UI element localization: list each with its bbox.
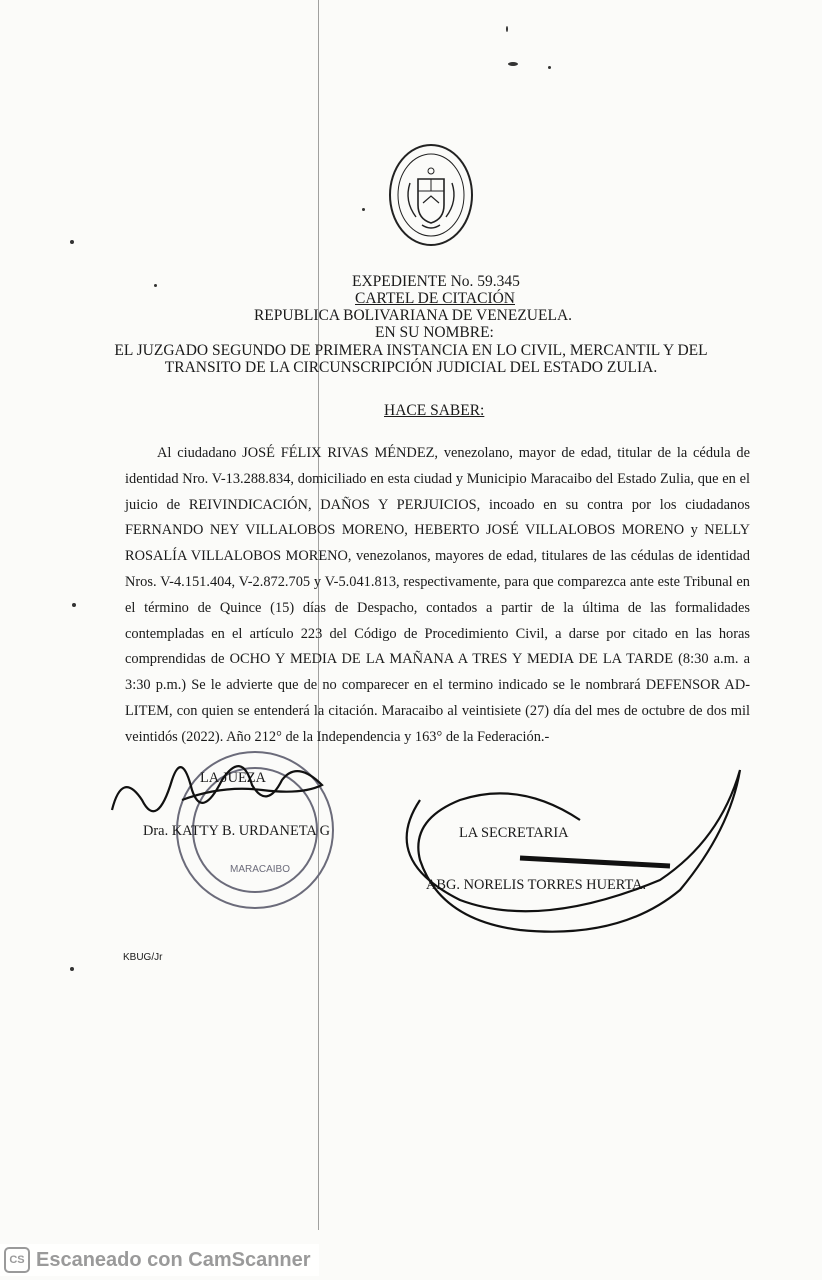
hace-saber-heading: HACE SABER:	[384, 402, 485, 419]
document-initials: KBUG/Jr	[123, 952, 163, 963]
juzgado-line-1: EL JUZGADO SEGUNDO DE PRIMERA INSTANCIA EN LO CIVIL, MERCANTIL Y DEL	[114, 342, 708, 359]
cartel-title: CARTEL DE CITACIÓN	[355, 290, 515, 307]
jueza-signature	[112, 766, 322, 811]
juzgado-line-2: TRANSITO DE LA CIRCUNSCRIPCIÓN JUDICIAL DEL ESTADO ZULIA.	[164, 359, 658, 376]
secretaria-title: LA SECRETARIA	[459, 825, 569, 841]
en-su-nombre-heading: EN SU NOMBRE:	[375, 324, 494, 341]
camscanner-watermark	[0, 1244, 319, 1276]
republica-heading: REPUBLICA BOLIVARIANA DE VENEZUELA.	[253, 307, 573, 324]
stamp-center-text: MARACAIBO	[230, 864, 291, 875]
jueza-name: Dra. KATTY B. URDANETA G	[143, 823, 330, 839]
camscanner-logo-icon: CS	[4, 1247, 30, 1273]
secretaria-signature	[407, 770, 740, 932]
jueza-title: LA JUEZA	[200, 770, 266, 786]
camscanner-text: Escaneado con CamScanner	[36, 1248, 311, 1271]
secretaria-name: ABG. NORELIS TORRES HUERTA.	[426, 877, 647, 893]
citation-paragraph: Al ciudadano JOSÉ FÉLIX RIVAS MÉNDEZ, venezolano, mayor de edad, titular de la cédula de identidad Nro. V-13.288.834, domiciliado en esta ciudad y Municipio Maracaibo del Estado Zulia, que en el juicio de REIVINDICACIÓN, DAÑOS Y PERJUICIOS, incoado en su contra por los ciudadanos FERNANDO NEY VILLALOBOS MORENO, HEBERTO JOSÉ VILLALOBOS MORENO y NELLY ROSALÍA VILLALOBOS MORENO, venezolanos, mayores de edad, titulares de las cédulas de identidad Nros. V-4.151.404, V-2.872.705 y V-5.041.813, respectivamente, para que comparezca ante este Tribunal en el término de Quince (15) días de Despacho, contados a partir de la última de las formalidades contempladas en el artículo 223 del Código de Procedimiento Civil, a darse por citado en las horas comprendidas de OCHO Y MEDIA DE LA MAÑANA A TRES Y MEDIA DE LA TARDE (8:30 a.m. a 3:30 p.m.) Se le advierte que de no comparecer en el termino indicado se le nombrará DEFENSOR AD-LITEM, con quien se entenderá la citación. Maracaibo al veintisiete (27) día del mes de octubre de dos mil veintidós (2022). Año 212° de la Independencia y 163° de la Federación.-	[125, 445, 750, 745]
expediente-number: EXPEDIENTE No. 59.345	[352, 273, 520, 290]
